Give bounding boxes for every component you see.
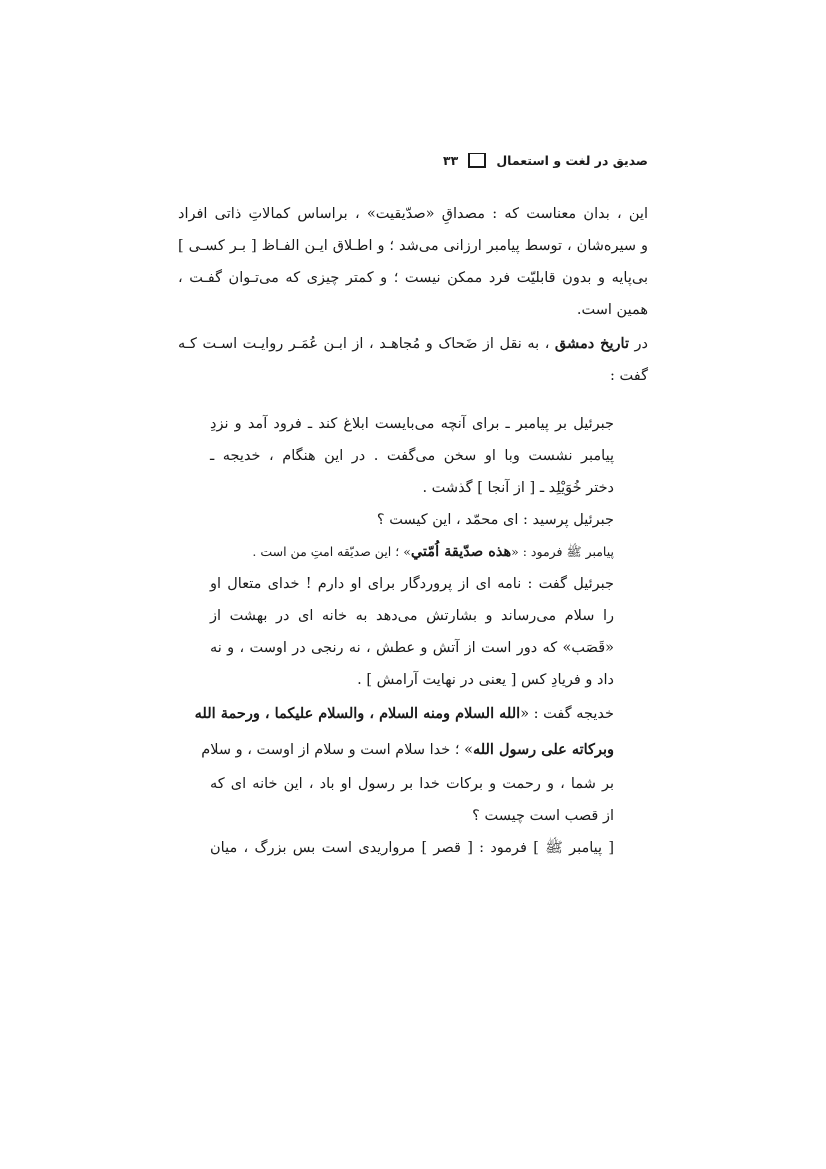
text-line: گفت : [610,368,648,384]
paragraph-2-prefix: در [634,336,648,352]
quote-part-2 [204,504,614,536]
arabic-phrase: هذه صدّيقة اُمّتي [410,543,512,560]
quote-part-5 [194,696,614,832]
quote-3-prefix: پیامبر ﷺ فرمود : « [511,544,614,559]
text-line: و سیره‌شان ، توسط پیامبر ارزانی می‌شد ؛ و اطـلاق ایـن الفـاظ [ بـر کسـی ] [178,238,648,254]
running-title: صدیق در لغت و استعمال [496,152,648,168]
source-title: تاریخ دمشق [554,335,629,352]
text-line [201,732,614,768]
text-line: پیامبر نشست وبا او سخن می‌گفت . در این هنگام ، خدیجه ـ [210,448,614,464]
hadith-quote [178,408,648,864]
text-line: جبرئیل پرسید : ای محمّد ، این کیست ؟ [376,512,614,528]
text-line: همین است. [576,302,648,318]
text-line: جبرئیل گفت : نامه ای از پروردگار برای او دارم ! خدای متعال او [210,576,614,592]
text-line [194,696,614,732]
page-number: ۳۳ [443,152,459,168]
text-line: این ، بدان معناست که : مصداقِ «صدّیقیت» ، براساس کمالاتِ ذاتی افراد [178,206,648,222]
quote-3-suffix: » ؛ این صدیّقه امتِ من است . [252,544,411,559]
quote-part-4 [204,568,614,696]
square-ornament-icon [468,153,486,168]
text-line: بی‌پایه و بدون قابلیّت فرد ممکن نیست ؛ و کمتر چیزی که می‌تـوان گفـت ، [178,270,648,286]
quote-part-6 [204,832,614,864]
text-line: «قَصَب» که دور است از آتش و عطش ، نه رنجی در اوست ، و نه [210,640,614,656]
text-line: را سلام می‌رساند و بشارتش می‌دهد به خانه ای در بهشت از [210,608,614,624]
quote-5-prefix: خدیجه گفت : « [520,706,614,722]
text-line: [ پیامبر ﷺ ] فرمود : [ قصر ] مرواریدی است بس بزرگ ، میان [210,840,614,856]
text-line: از قصب است چیست ؟ [472,808,614,824]
text-line: داد و فریادِ کس [ یعنی در نهایت آرامش ] . [357,672,614,688]
text-line: جبرئیل بر پیامبر ـ برای آنچه می‌بایست ابلاغ کند ـ فرود آمد و نزدِ [210,416,614,432]
quote-part-3 [204,536,614,568]
text-line: دختر خُوَیْلِد ـ [ از آنجا ] گذشت . [422,480,614,496]
text-line [204,536,614,568]
running-header [178,148,648,172]
text-line [178,328,648,360]
paragraph-2-rest: ، به نقل از ضَحاک و مُجاهـد ، از ابـن عُمَـر روایـت اسـت کـه [178,336,550,352]
arabic-greeting: الله السلام ومنه السلام ، والسلام عليكما ، ورحمة الله [194,705,521,722]
quote-part-1 [204,408,614,504]
arabic-greeting-cont: وبركاته على رسول الله [472,741,614,758]
quote-5-rest: » ؛ خدا سلام است و سلام از اوست ، و سلام [201,742,473,758]
text-line: بر شما ، و رحمت و برکات خدا بر رسول او باد ، این خانه ای که [210,776,614,792]
page-body [178,198,648,864]
paragraph-1 [178,198,648,326]
paragraph-2 [178,328,648,392]
